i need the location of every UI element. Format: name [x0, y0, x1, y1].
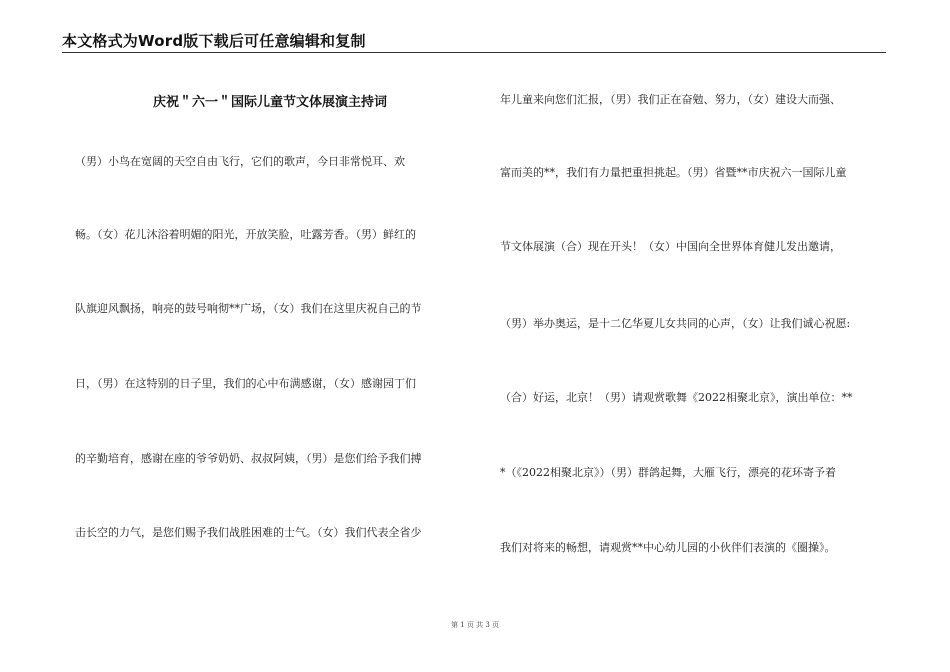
body-line: 的辛勤培育，感谢在座的爷爷奶奶、叔叔阿姨，（男）是您们给予我们搏	[75, 452, 422, 465]
body-line: （男）小鸟在宽阔的天空自由飞行，它们的歌声，今日非常悦耳、欢	[75, 155, 405, 168]
body-line: *（《2022相聚北京》）（男）群鸽起舞，大雁飞行，漂亮的花环寄予着	[500, 466, 836, 479]
body-line: 击长空的力气，是您们赐予我们战胜困难的士气。（女）我们代表全省少	[75, 526, 422, 539]
body-line: 节文体展演（合）现在开头！（女）中国向全世界体育健儿发出邀请，	[500, 240, 841, 253]
banner-divider	[62, 52, 886, 53]
body-line: 队旗迎风飘扬，响亮的鼓号响彻**广场，（女）我们在这里庆祝自己的节	[75, 302, 422, 315]
document-title: 庆祝＂六一＂国际儿童节文体展演主持词	[152, 95, 387, 110]
page-number: 第 1 页 共 3 页	[450, 621, 500, 629]
body-line: 我们对将来的畅想，请观赏**中心幼儿园的小伙伴们表演的《圈操》。	[500, 541, 836, 554]
body-line: 日，（男）在这特别的日子里，我们的心中布满感谢，（女）感谢园丁们	[75, 377, 416, 390]
document-banner: 本文格式为Word版下载后可任意编辑和复制	[62, 32, 366, 50]
body-line: （合）好运，北京！（男）请观赏歌舞《2022相聚北京》，演出单位：**	[500, 391, 853, 404]
body-line: （男）举办奥运，是十二亿华夏儿女共同的心声，（女）让我们诚心祝愿:	[500, 317, 851, 330]
body-line: 富而美的**，我们有力量把重担挑起。（男）省暨**市庆祝六一国际儿童	[500, 166, 847, 179]
body-line: 年儿童来向您们汇报，（男）我们正在奋勉、努力，（女）建设大而强、	[500, 93, 841, 106]
body-line: 畅。（女）花儿沐浴着明媚的阳光，开放笑脸，吐露芳香。（男）鲜红的	[75, 228, 416, 241]
